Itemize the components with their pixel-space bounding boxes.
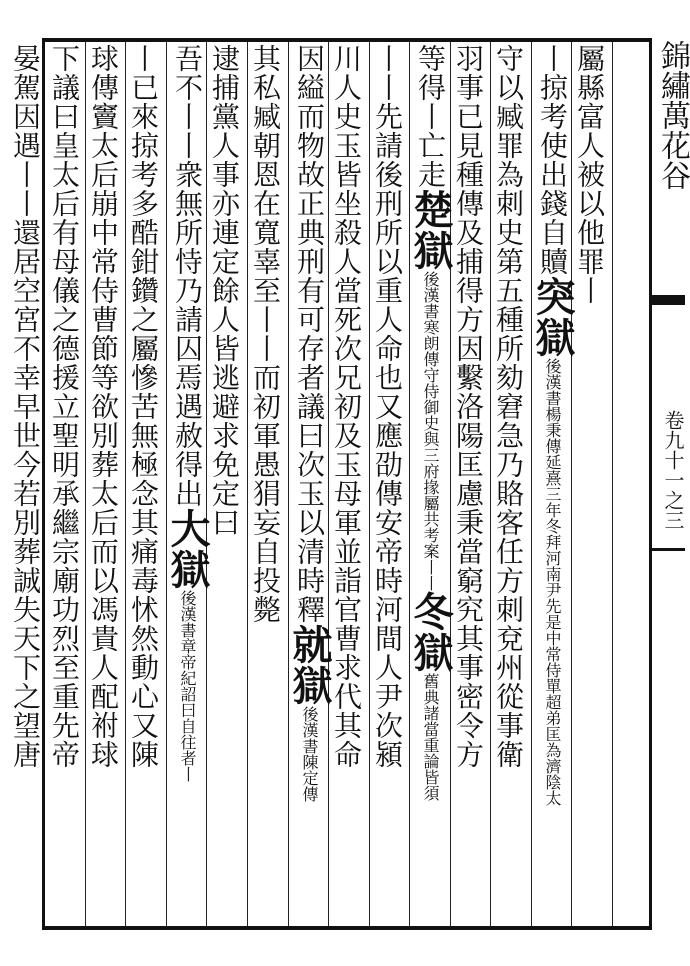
annotation-text: 後漢書寒朗傳守侍御史與三府掾屬共考案丨丨 <box>421 271 440 591</box>
right-margin <box>652 0 690 966</box>
section-heading: 突獄 <box>529 276 576 358</box>
text-column <box>248 44 284 928</box>
column-text: 下議曰皇太后有母儀之德援立聖明承繼宗廟功烈至重先帝 <box>48 44 81 769</box>
margin-rule <box>652 295 685 305</box>
book-title: 錦繡萬花谷 <box>655 40 690 190</box>
section-heading: 大獄 <box>164 508 211 590</box>
column-text: 丨丨先請後刑所以重人命也又應劭傳安帝時河間人尹次潁 <box>371 44 404 769</box>
column-text: 守以臧罪為刺史第五種所劾窘急乃賂客任方刺兗州從事衛 <box>492 44 525 769</box>
text-column <box>207 44 243 928</box>
text-column <box>86 44 122 928</box>
column-text: 球傳竇太后崩中常侍曹節等欲別葬太后而以馮貴人配祔球 <box>87 44 120 769</box>
text-column <box>491 44 527 928</box>
annotation-text: 後漢書楊秉傳延熹三年冬拜河南尹先是中常侍單超弟匡為濟陰太 <box>543 358 562 806</box>
text-column <box>572 44 608 928</box>
text-column <box>407 44 454 928</box>
column-text: 川人史玉皆坐殺人當死次兄初及玉母軍並詣官曹求代其命 <box>330 44 363 769</box>
volume-label: 卷九十一之三 <box>661 410 685 530</box>
section-heading: 冬獄 <box>407 591 454 673</box>
text-column <box>451 44 487 928</box>
annotation-text: 後漢書章帝紀詔曰自往者丨 <box>178 590 197 782</box>
column-text: 丨掠考使出錢自贖 <box>536 44 569 276</box>
column-rule <box>612 42 613 926</box>
text-column <box>47 44 83 928</box>
column-text: 因縊而物故正典刑有可存者議曰次玉以清時釋 <box>293 44 326 624</box>
section-heading: 就獄 <box>286 624 333 706</box>
text-column <box>370 44 406 928</box>
column-text: 羽事已見種傳及捕得方因繫洛陽匡慮秉當窮究其事密令方 <box>452 44 485 769</box>
text-column <box>8 44 44 928</box>
column-text: 吾不丨丨衆無所恃乃請囚焉遇赦得出 <box>171 44 204 508</box>
column-text: 等得丨亡走 <box>414 44 447 189</box>
column-text: 晏駕因遇丨丨還居空宮不幸早世今若別葬誠失天下之望唐 <box>9 44 42 769</box>
text-column <box>286 44 333 928</box>
margin-rule <box>652 548 685 551</box>
annotation-text: 舊典諸當重論皆須 <box>421 673 440 801</box>
column-text: 其私臧朝恩在寬辜至丨丨而初軍愚狷妄自投斃 <box>249 44 282 624</box>
column-text: 丨已來掠考多酷鉗鑽之屬慘苦無極念其痛毒怵然動心又陳 <box>127 44 160 769</box>
column-text: 逮捕黨人事亦連定餘人皆逃避求免定曰 <box>208 44 241 537</box>
annotation-text: 後漢書陳定傳 <box>300 706 319 802</box>
text-column <box>126 44 162 928</box>
text-column <box>529 44 576 928</box>
section-heading: 楚獄 <box>407 189 454 271</box>
text-column <box>329 44 365 928</box>
text-column <box>164 44 211 928</box>
column-text: 屬縣富人被以他罪丨 <box>573 44 606 305</box>
